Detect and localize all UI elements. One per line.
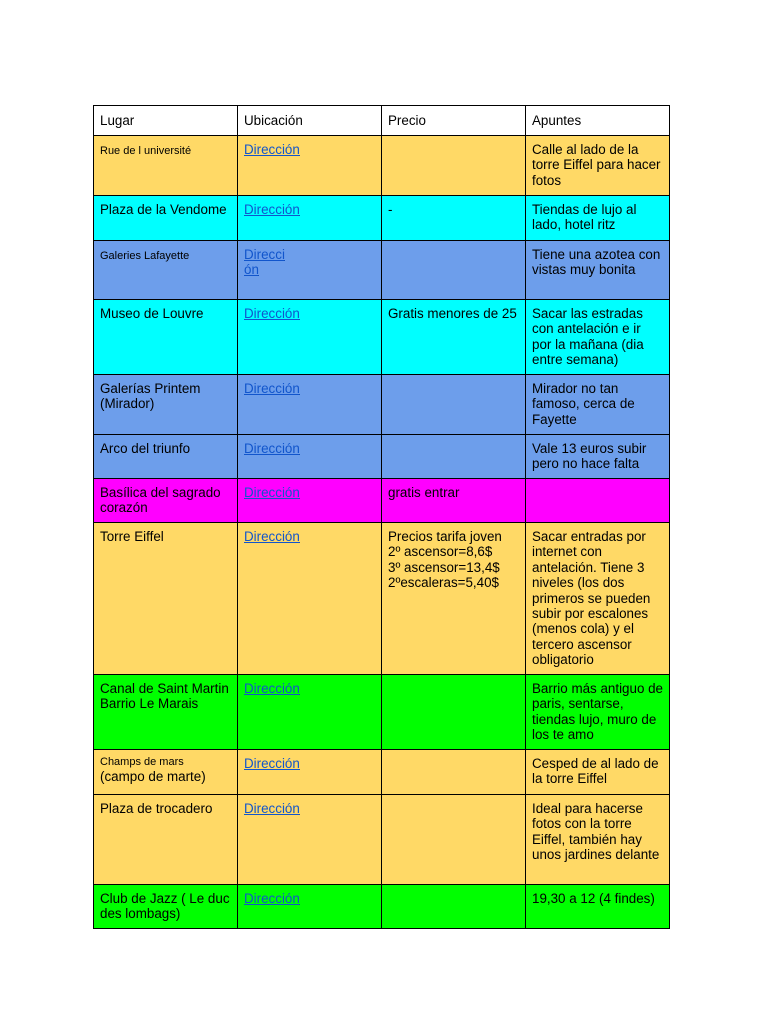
direccion-link[interactable]: Dirección [244,529,300,544]
header-precio: Precio [382,106,526,136]
cell-precio [382,885,526,929]
cell-precio [382,750,526,795]
header-row [94,106,670,136]
table-row [94,241,670,300]
cell-lugar: Basílica del sagrado corazón [94,479,238,523]
table-row [94,196,670,241]
cell-lugar: Canal de Saint Martin Barrio Le Marais [94,675,238,750]
table-row [94,435,670,479]
table-row [94,523,670,675]
cell-ubicacion [238,750,382,795]
table-row [94,675,670,750]
header-apuntes: Apuntes [526,106,670,136]
direccion-link[interactable]: Dirección [244,891,300,906]
cell-lugar [94,241,238,300]
cell-ubicacion [238,196,382,241]
cell-lugar: Torre Eiffel [94,523,238,675]
direccion-link[interactable]: Direcci ón [244,247,285,278]
table-row [94,300,670,375]
lugar-text: Rue de l université [100,145,192,157]
cell-ubicacion [238,795,382,885]
cell-ubicacion [238,300,382,375]
cell-precio [382,795,526,885]
direccion-link[interactable]: Dirección [244,801,300,816]
lugar-text: Galeries Lafayette [100,250,190,262]
cell-apuntes: 19,30 a 12 (4 findes) [526,885,670,929]
cell-precio: - [382,196,526,241]
cell-lugar: Arco del triunfo [94,435,238,479]
lugar-text-small: Champs de mars [100,756,184,768]
lugar-text: (campo de marte) [100,769,206,784]
direccion-link[interactable]: Dirección [244,441,300,456]
cell-apuntes: Sacar entradas por internet con antelación. Tiene 3 niveles (los dos primeros se pueden subir por escalones (menos cola) y el tercero ascensor obligatorio [526,523,670,675]
cell-apuntes: Tiendas de lujo al lado, hotel ritz [526,196,670,241]
cell-ubicacion [238,675,382,750]
cell-apuntes: Tiene una azotea con vistas muy bonita [526,241,670,300]
direccion-link[interactable]: Dirección [244,306,300,321]
cell-ubicacion [238,885,382,929]
cell-ubicacion [238,523,382,675]
cell-apuntes: Sacar las estradas con antelación e ir por la mañana (dia entre semana) [526,300,670,375]
cell-ubicacion [238,241,382,300]
table-row [94,750,670,795]
table-row [94,479,670,523]
cell-precio [382,435,526,479]
cell-precio [382,375,526,435]
direccion-link[interactable]: Dirección [244,681,300,696]
cell-lugar [94,750,238,795]
places-table [93,105,670,929]
header-ubicacion: Ubicación [238,106,382,136]
cell-ubicacion [238,479,382,523]
table-row [94,136,670,196]
cell-lugar: Plaza de trocadero [94,795,238,885]
table-row [94,795,670,885]
cell-apuntes: Cesped de al lado de la torre Eiffel [526,750,670,795]
cell-precio [382,241,526,300]
cell-apuntes [526,479,670,523]
cell-apuntes: Ideal para hacerse fotos con la torre Eiffel, también hay unos jardines delante [526,795,670,885]
cell-ubicacion [238,136,382,196]
cell-lugar: Club de Jazz ( Le duc des lombags) [94,885,238,929]
cell-precio: Precios tarifa joven 2º ascensor=8,6$ 3º ascensor=13,4$ 2ºescaleras=5,40$ [382,523,526,675]
cell-precio [382,136,526,196]
cell-ubicacion [238,435,382,479]
header-lugar: Lugar [94,106,238,136]
cell-precio: Gratis menores de 25 [382,300,526,375]
table-row [94,885,670,929]
direccion-link[interactable]: Dirección [244,381,300,396]
cell-ubicacion [238,375,382,435]
direccion-link[interactable]: Dirección [244,485,300,500]
cell-lugar: Plaza de la Vendome [94,196,238,241]
direccion-link[interactable]: Dirección [244,142,300,157]
direccion-link[interactable]: Dirección [244,756,300,771]
cell-apuntes: Vale 13 euros subir pero no hace falta [526,435,670,479]
cell-apuntes: Barrio más antiguo de paris, sentarse, tiendas lujo, muro de los te amo [526,675,670,750]
table-row [94,375,670,435]
cell-precio: gratis entrar [382,479,526,523]
cell-apuntes: Mirador no tan famoso, cerca de Fayette [526,375,670,435]
direccion-link[interactable]: Dirección [244,202,300,217]
cell-lugar: Museo de Louvre [94,300,238,375]
cell-precio [382,675,526,750]
cell-lugar: Galerías Printem (Mirador) [94,375,238,435]
cell-lugar [94,136,238,196]
cell-apuntes: Calle al lado de la torre Eiffel para hacer fotos [526,136,670,196]
